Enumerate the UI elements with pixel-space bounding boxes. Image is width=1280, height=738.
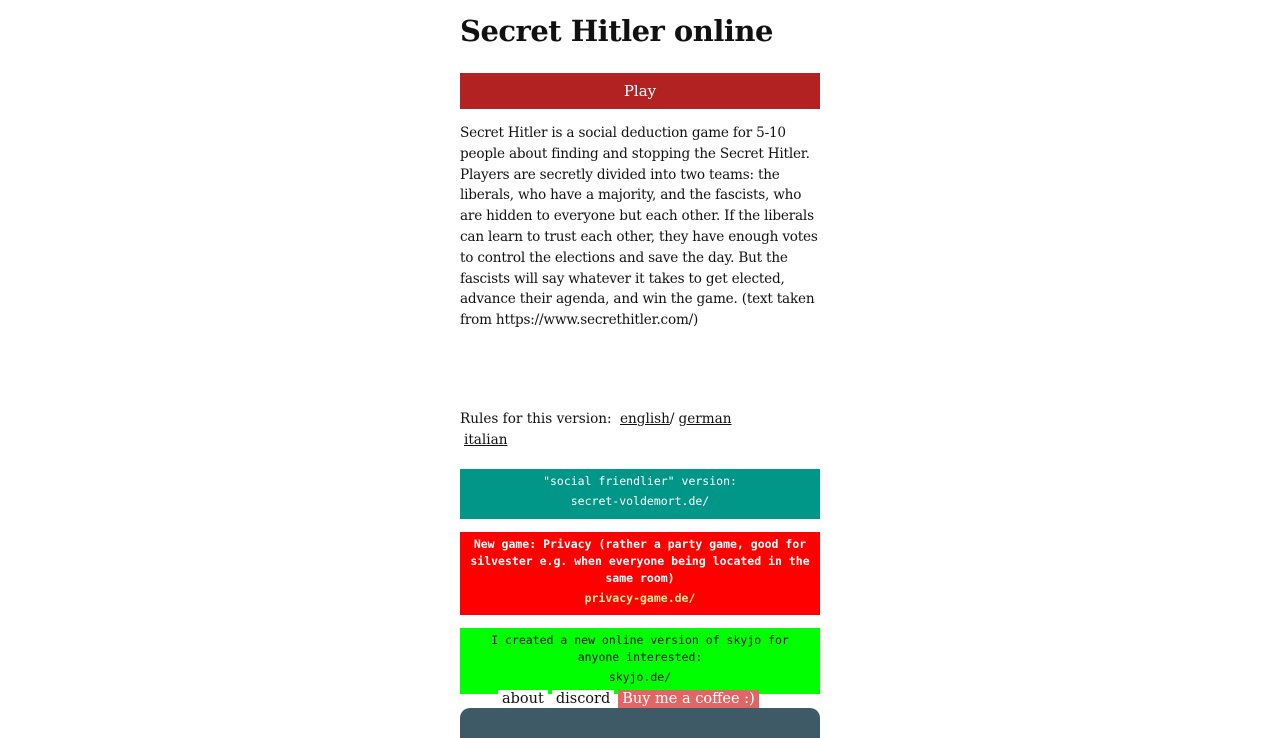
rules-section (460, 409, 822, 451)
rules-italian-link[interactable]: italian (464, 432, 508, 448)
banner-text: "social friendlier" version: (543, 474, 737, 488)
footer-links (498, 690, 759, 708)
skyjo-link[interactable]: skyjo.de/ (608, 670, 672, 684)
banner-text: I created a new online version of skyjo for anyone interested: (491, 633, 789, 664)
voldemort-banner (460, 469, 820, 519)
rules-label: Rules for this version: (460, 411, 612, 427)
privacy-game-link[interactable]: privacy-game.de/ (584, 591, 696, 605)
rules-separator: / (669, 411, 675, 427)
skyjo-banner (460, 628, 820, 694)
bottom-panel (460, 708, 820, 738)
rules-german-link[interactable]: german (678, 411, 732, 427)
game-description: Secret Hitler is a social deduction game for 5-10 people about finding and stopping the Secret Hitler. Players are secretly divided into two teams: the liberals, who have a majority, and the fascists, who are hidden to everyone but each other. If the liberals can learn to trust each other, they have enough votes to control the elections and save the day. But the fascists will say whatever it takes to get elected, advance their agenda, and win the game. (text taken from https://www.secrethitler.com/) (460, 125, 818, 329)
page-title: Secret Hitler online (460, 14, 773, 48)
voldemort-link[interactable]: secret-voldemort.de/ (570, 494, 710, 508)
buy-coffee-link[interactable]: Buy me a coffee :) (618, 690, 758, 708)
discord-link[interactable]: discord (552, 690, 614, 708)
rules-english-link[interactable]: english (619, 411, 670, 427)
play-button[interactable]: Play (460, 73, 820, 109)
about-link[interactable]: about (498, 690, 548, 708)
privacy-banner (460, 532, 820, 615)
banner-text: New game: Privacy (rather a party game, good for silvester e.g. when everyone being located in the same room) (470, 537, 810, 585)
